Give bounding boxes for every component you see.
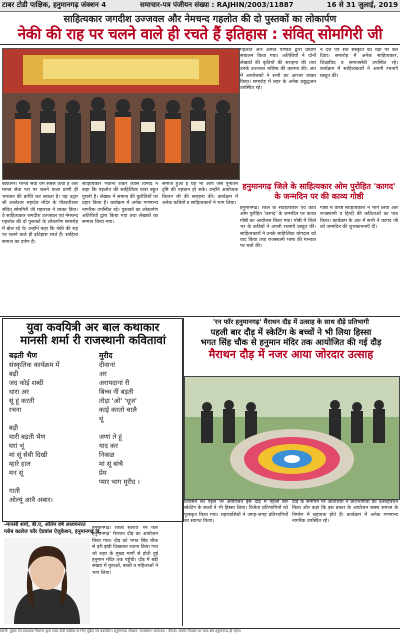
masthead-center: समाचार-पत्र पंजीयन संख्या : RAJHIN/2003/11887 <box>140 1 294 9</box>
poem-left-line: मन सूं <box>9 469 24 477</box>
poem-right-line: अर <box>99 370 107 378</box>
poem-left-lines <box>9 361 93 505</box>
poem-right-line <box>99 424 179 433</box>
divider <box>0 316 400 317</box>
story3-headline-line1: पहली बार दौड़ में स्केटिंग के बच्चों ने भी लिया हिस्सा <box>210 326 372 337</box>
poem-heading-line2: मानसी शर्मा री राजस्थानी कवितावां <box>20 333 166 347</box>
poem-byline-line1: -मानसी शर्मा, बी.ए, अंतिम वर्ष अध्ययनरत <box>4 522 86 528</box>
poem-left-line: म्हारे हाल <box>9 460 31 468</box>
poem-left-line: रचना <box>9 406 22 414</box>
story2-headline: हनुमानगढ़ जिले के साहित्यकार ओम पुरोहित 'कागद' के जन्मदिन पर की काव्य गोष्ठी <box>242 182 396 201</box>
masthead-left: टाबर टोडी पाक्षिक, हनुमानगढ़ जंक्शन 4 <box>2 1 107 9</box>
imprint-footer: स्वामी, मुद्रक एवं प्रकाशक निशान्त द्वारा टाबर टोडी पाक्षिक के लिए मुद्रित एवं प्रकाशित। हनुमानगढ़ जंक्शन, राजस्थान। सम्पादक : दीपक। समस्त विवादों का न्याय क्षेत्र हनुमानगढ़ ही रहेगा। <box>0 628 400 641</box>
poem-left-line: बढ़ी <box>9 370 19 378</box>
story1-kicker: साहित्यकार जगदीश उज्जवल और नेमचन्द गहलोत की दो पुस्तकों का लोकार्पण <box>63 14 337 25</box>
poem-left-line: जद कोई शब्दी <box>9 379 44 387</box>
poem-right-line: याद कर <box>99 442 118 450</box>
poem-right-line: दीवानां <box>99 361 115 369</box>
story3-headline-line3: मैराथन दौड़ में नजर आया जोरदार उत्साह <box>208 347 374 361</box>
story3-col2: प्रशासन की पहल पर आयोजित इस दौड़ में पहली बार स्केटिंग के बच्चों ने भी हिस्सा लिया। विजेता प्रतिभागियों को पुरस्कृत किया गया। शहरवासियों ने जगह-जगह प्रतिभागियों का स्वागत किया। <box>184 500 288 525</box>
story1-col5: ने देश एवं संत संस्कृति की रक्षा पर बल दिया। समारोह में अनेक साहित्यकार, शिक्षाविद व समाजसेवी उपस्थित रहे। कार्यक्रम में साहित्यकारों ने अपनी रचनाएँ प्रस्तुत कीं। <box>320 48 398 79</box>
poem-right-line: काई करतो चालै <box>99 406 137 414</box>
poem-right-line: प्रेम <box>99 469 107 477</box>
poem-left-line <box>9 478 93 487</box>
poem-left <box>9 351 93 505</box>
poem-box <box>2 318 184 522</box>
story2-col2: गोष्ठी में वरिष्ठ साहित्यकारों ने भाग लिया और राजस्थानी व हिन्दी की कविताओं का पाठ किया। कार्यक्रम के अंत में सभी ने कागद जी को जन्मदिन की शुभकामनाएँ दीं। <box>320 206 398 231</box>
poem-right-title: मुरीद <box>99 351 113 360</box>
poem-left-line <box>9 415 93 424</box>
story3-headlines <box>184 318 398 374</box>
poem-byline-line2: ग्लोब कालेज फॉर ऐडवांस ऐजुकेशन, हनुमानगढ़ जं. <box>4 529 102 535</box>
poem-right-line: तोड़ा 'ओ' 'धूज' <box>99 397 137 405</box>
poem-right-lines <box>99 361 179 487</box>
poem-left-line: मारी बड़ती भैण <box>9 433 46 441</box>
masthead-date: 16 से 31 जुलाई, 2019 <box>326 1 398 9</box>
story1-col3: समाज हुआ है यह भी आप जैसे पुनीतम दृष्टि की पहचान हो सके। उन्होंने आयोजक किशन जी की सराहना की। कार्यक्रम में अनेक कवियों व साहित्यकारों ने भाग लिया। <box>162 182 238 207</box>
column-rule <box>182 318 183 626</box>
story1-headline: नेकी की राह पर चलने वाले ही रचते हैं इतिहास : संवित् सोमगिरी जी <box>17 25 383 43</box>
story1-col4: गहलोत और अमित पण्डित द्वारा प्रोग्राम संचालन किया गया। अतिथियों ने दोनों लेखकों की कृतियों की सराहना की तथा उनके उज्ज्वल भविष्य की कामना की। अंत में आयोजकों ने सभी का आभार व्यक्त किया। समारोह में शहर के अनेक प्रबुद्धजन उपस्थित रहे। <box>240 48 316 92</box>
story3-kicker: 'रन फॉर हनुमानगढ़' मैराथन दौड़ में उत्साह के साथ दौड़े प्रतिभागी <box>213 318 369 326</box>
story1-col1: बीकानेर। मानव सेवा धर्म सबसे ऊँचा है और मानव सेवा पथ पर चलने वाला प्राणी ही भगवान की प्राप्ति कर सकता है। यह उद्गार श्री लालेश्वर महादेव मंदिर के पीठाधीश्वर संवित् सोमगिरी जी महाराज ने व्यक्त किए। वे साहित्यकार जगदीश उज्जवल एवं नेमचन्द गहलोत की दो पुस्तकों के लोकार्पण समारोह में बोल रहे थे। उन्होंने कहा कि नेकी की राह पर चलने वाले ही इतिहास रचते हैं। साहित्य समाज का दर्पण है। <box>2 182 78 245</box>
poet-portrait <box>4 538 90 624</box>
story2-col1: हनुमानगढ़। जिले के साहित्यकार एवं कवि ओम पुरोहित 'कागद' के जन्मदिन पर काव्य गोष्ठी का आयोजन किया गया। गोष्ठी में जिले भर के कवियों ने अपनी रचनाएँ प्रस्तुत कीं। साहित्यकारों ने उनके साहित्यिक योगदान को याद किया तथा राजस्थानी भाषा की मान्यता पर चर्चा की। <box>240 206 316 250</box>
story3-headline-line2: भगत सिंह चौक से हनुमान मंदिर तक आयोजित की गई दौड़ <box>200 337 382 347</box>
poem-left-line: सूं हूं करती <box>9 397 35 405</box>
masthead <box>0 0 400 12</box>
poem-left-line: बड़ी <box>9 424 19 432</box>
poem-right-line: बिच्च नीं बड़ती <box>99 388 134 396</box>
divider <box>0 44 400 45</box>
story3-col3: दौड़ के समापन पर अतिथियों ने प्रतिभागियों का उत्साहवर्धन किया और कहा कि इस प्रकार के आयोजन स्वस्थ समाज के निर्माण में सहायक होते हैं। कार्यक्रम में अनेक गणमान्य नागरिक उपस्थित रहे। <box>292 500 398 525</box>
poem-right-line: जणां ते हूं <box>99 433 122 441</box>
story1-col2: साहित्यकार भवानी शंकर व्यास विनोद ने कहा कि पहलोत की साहित्यिक यात्रा बहुत पुरानी है। लेखक ने समाज की कुरीतियों पर प्रहार किया है। कार्यक्रम में अनेक गणमान्य नागरिक उपस्थित रहे। पुस्तकों का लोकार्पण अतिथियों द्वारा किया गया तथा लेखकों का सम्मान किया गया। <box>82 182 158 226</box>
poem-heading-line1: युवा कवयित्री अर बाल कथाकार <box>26 320 160 334</box>
poem-left-line: घरां भूं <box>9 442 25 450</box>
story3-col1: हनुमानगढ़। जिला स्तरीय 'रन फॉर हनुमानगढ़' मैराथन दौड़ का आयोजन किया गया। दौड़ को भगत सिंह चौक से हरी झंडी दिखाकर रवाना किया गया जो शहर के मुख्य मार्गों से होती हुई हनुमान मंदिर तक पहुँची। दौड़ में बड़ी संख्या में युवाओं, बच्चों व महिलाओं ने भाग लिया। <box>92 526 158 576</box>
poem-right-line: प्यार भाग मुरीद । <box>99 478 140 486</box>
poem-left-line: ओल्यूं आवै अबार। <box>9 496 53 504</box>
rangoli-marathon-photo <box>184 376 400 500</box>
poem-left-line: धारा अर <box>9 388 29 396</box>
poem-left-line: गाती <box>9 487 20 495</box>
poem-right-line: मां सूं बांचै <box>99 460 123 468</box>
poem-left-title: बढ़ती भैण <box>9 351 38 360</box>
poem-left-line: मां सूं सेवी दिखी <box>9 451 48 459</box>
poem-left-line: संस्कृतिक कार्यक्रम में <box>9 361 60 369</box>
poem-right-line: थूं <box>99 415 104 423</box>
stage-photo <box>2 48 240 180</box>
poem-right <box>99 351 179 487</box>
poem-right-line: अरायदानां री <box>99 379 130 387</box>
poem-right-line: निकळ <box>99 451 115 459</box>
